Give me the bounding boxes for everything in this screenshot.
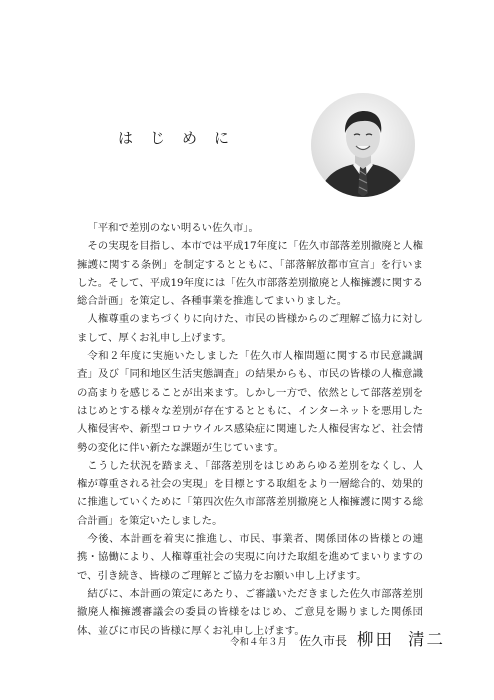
paragraph: 人権尊重のまちづくりに向けた、市民の皆様からのご理解ご協力に対しまして、厚くお礼申し上げます。 — [77, 313, 423, 344]
page-title: はじめに — [118, 129, 247, 147]
signature-family-name: 柳田 — [357, 630, 395, 649]
greeting-body — [77, 219, 423, 640]
mayor-portrait-photo — [311, 93, 415, 197]
paragraph: 結びに、本計画の策定にあたり、ご審議いただきました佐久市部落差別撤廃人権擁護審議会の委員の皆様をはじめ、ご意見を賜りました関係団体、並びに市民の皆様に厚くお礼申し上げます。 — [77, 587, 423, 637]
paragraph: こうした状況を踏まえ、「部落差別をはじめあらゆる差別をなくし、人権が尊重される社会の実現」を目標とする取組をより一層総合的、効果的に推進していくために「第四次佐久市部落差別撤廃と人権擁護に関する総合計画」を策定いたしました。 — [77, 459, 423, 527]
signature-given-name: 清二 — [408, 630, 446, 649]
paragraph: 令和２年度に実施いたしました「佐久市人権問題に関する市民意識調査」及び「同和地区生活実態調査」の結果からも、市民の皆様の人権意識の高まりを感じることが出来ます。しかし一方で、依然として部落差別をはじめとする様々な差別が存在するとともに、インターネットを悪用した人権侵害や、新型コロナウイルス感染症に関連した人権侵害など、社会情勢の変化に伴い新たな課題が生じています。 — [77, 350, 423, 454]
paragraph: その実現を目指し、本市では平成17年度に「佐久市部落差別撤廃と人権擁護に関する条例」を制定するとともに、「部落解放都市宣言」を行いました。そして、平成19年度には「佐久市部落差別撤廃と人権擁護に関する総合計画」を策定し、各種事業を推進してまいりました。 — [77, 240, 423, 308]
signature-title: 佐久市長 — [299, 634, 348, 648]
signature-date: 令和４年３月 — [230, 637, 288, 648]
signature — [230, 626, 445, 650]
paragraph: 「平和で差別のない明るい佐久市」。 — [87, 222, 259, 234]
paragraph: 今後、本計画を着実に推進し、市民、事業者、関係団体の皆様との連携・協働により、人権尊重社会の実現に向けた取組を進めてまいりますので、引き続き、皆様のご理解とご協力をお願い申し上げます。 — [77, 533, 423, 582]
